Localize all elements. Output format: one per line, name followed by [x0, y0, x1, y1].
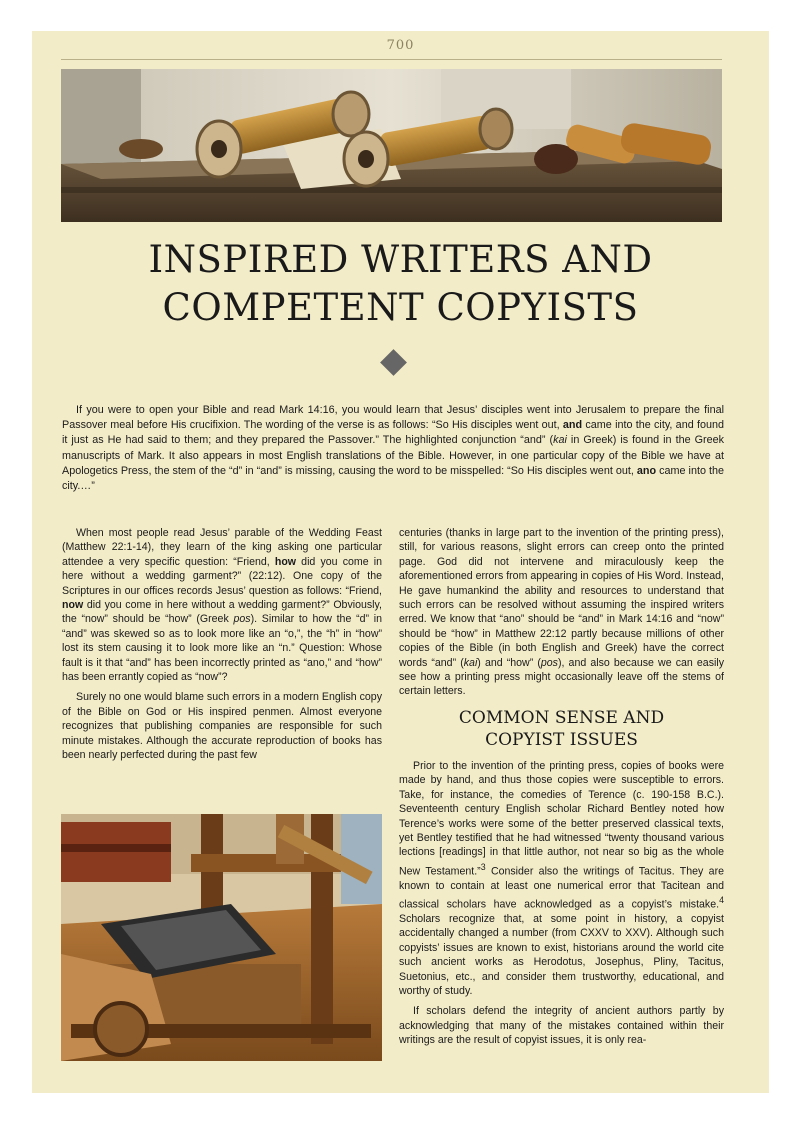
left-paragraph-2: Surely no one would blame such errors in a modern English copy of the Bible on God or His inspired penmen. Almost everyone recognizes that publishing companies are responsible for such minute mistakes. Although the accurate reproduction of books has been nearly perfected during the past few: [62, 691, 382, 762]
title-line-1: INSPIRED WRITERS AND: [148, 238, 653, 281]
right-p1-italic-kai: kai: [463, 656, 478, 669]
article-title: [32, 236, 769, 332]
left-p1-bold-how: how: [274, 555, 297, 568]
intro-text-3: in Greek) is found in the Greek manuscripts of Mark. It also appears in most English translations of the Bible. However, in one particular copy of the Bible we have at Apologetics Press, the stem of the “d” in “and” is missing, causing the word to be misspelled: “So His disciples went out,: [62, 434, 724, 477]
right-p1-text-3: ), and also because we can easily see how a printing press might occasionally leave off the stems of certain letters.: [399, 656, 724, 698]
right-paragraph-1: [399, 526, 724, 699]
subheading-line-2: COPYIST ISSUES: [485, 729, 638, 750]
intro-text-2: came into the city, and found it just as He had said to them; and they prepared the Passover.” The highlighted conjunction “and” (: [62, 419, 724, 447]
subheading-line-1: COMMON SENSE AND: [458, 707, 665, 728]
left-p1-text-4: ). Similar to how the “d” in “and” was skewed so as to look more like an “o,”, the “h” in “how” lost its stem causing it to look more like an “n.” Question: Whose fault is it that “and” has been incorrectly printed as “ano,” and “how” has been errantly copied as “now”?: [62, 613, 382, 684]
right-p1-text-2: ) and “how” (: [477, 656, 541, 669]
intro-paragraph: [62, 403, 724, 494]
intro-paragraph-block: [62, 403, 724, 494]
page: [32, 31, 769, 1093]
scrolls-photo: [61, 69, 722, 222]
left-column: [62, 526, 382, 763]
footnote-ref-3: 3: [480, 861, 486, 872]
title-line-2: COMPETENT COPYISTS: [162, 286, 639, 329]
intro-text-1: If you were to open your Bible and read Mark 14:16, you would learn that Jesus’ disciples went into Jerusalem to prepare the final Passover meal before His crucifixion. The wording of the verse is as follows: “So His disciples went out,: [62, 404, 724, 432]
left-p1-bold-now: now: [62, 599, 84, 612]
intro-bold-ano: ano: [636, 464, 657, 477]
left-p1-text-2: did you come in here without a wedding garment?” (22:12). One copy of the Scriptures in our offices records Jesus’ question as follows: “Friend,: [62, 555, 382, 597]
intro-italic-kai: kai: [553, 434, 567, 447]
header-rule: [61, 59, 722, 60]
section-subheading: [399, 707, 724, 751]
left-p1-italic-pos: pos: [233, 613, 251, 626]
right-paragraph-3: If scholars defend the integrity of ancient authors partly by acknowledging that many of the mistakes contained within their writings are the result of copyist issues, it is only rea-: [399, 1005, 724, 1047]
footnote-ref-4: 4: [719, 895, 724, 906]
left-paragraph-1: [62, 526, 382, 684]
right-p2-text-1: Prior to the invention of the printing press, copies of books were made by hand, and thus those copies were susceptible to errors. Take, for instance, the comedies of Terence (c. 190-158 B.C.). Seventeenth century English scholar Richard Bentley noted how Terence’s works were some of the better preserved classical texts, yet Bentley testified that he had witnessed “twenty thousand various lections [readings] in that little author, not near so big as the whole New Testament.”: [399, 759, 724, 878]
right-p1-text-1: centuries (thanks in large part to the invention of the printing press), still, for various reasons, slight errors can creep onto the printed page. God did not intervene and miraculously keep the aforementioned errors from appearing in copies of His Word. Instead, He gave humankind the ability and resources to understand that such errors can be resolved without assuming the inspired writers erred. We know that “ano” should be “and” in Mark 14:16 and “now” should be “how” in Matthew 22:12 partly because millions of other copies of the Bible (in both English and Greek) have the correct words “and” (: [399, 527, 724, 669]
right-column: [399, 526, 724, 1048]
page-number: 700: [386, 38, 415, 53]
left-p1-text-3: did you come in here without a wedding garment?” Obviously, the “now” should be “how” (Greek: [62, 599, 382, 626]
intro-bold-and: and: [562, 419, 583, 432]
right-paragraph-2: [399, 759, 724, 999]
printing-press-photo: [61, 814, 382, 1061]
diamond-ornament-icon: [380, 349, 407, 376]
left-p1-text-1: When most people read Jesus’ parable of the Wedding Feast (Matthew 22:1-14), they learn of the king asking one particular attendee a very specific question: “Friend,: [62, 527, 382, 568]
right-p2-text-3: Scholars recognize that, at some point in history, a copyist accidentally changed a number (from CXXV to XXV). Although such copyists’ issues are known to exist, historians around the world cite such ancient works as Herodotus, Josephus, Pliny, Tacitus, Suetonius, etc., and consider them trustworthy, educational, and worthy of study.: [399, 913, 724, 998]
intro-text-4: came into the city.…”: [62, 464, 724, 493]
right-p2-text-2: Consider also the writings of Tacitus. They are known to contain at least one numerical error that Tacitean and classical scholars have acknowledged as a copyist’s mistake.: [399, 865, 724, 911]
right-p1-italic-pos: pos: [540, 656, 558, 669]
